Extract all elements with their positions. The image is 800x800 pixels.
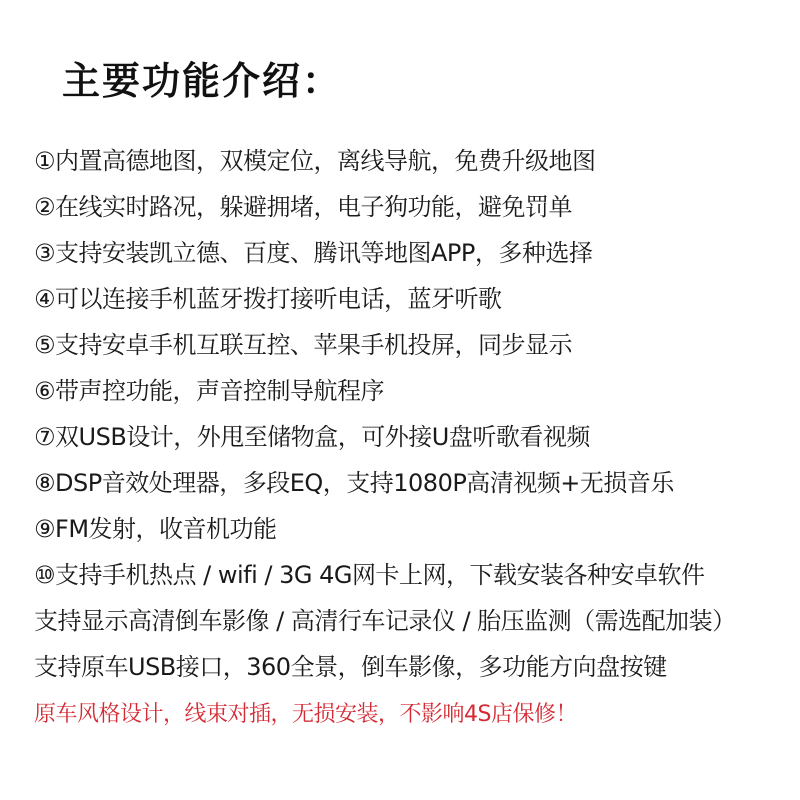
- feature-item-7: ⑦双USB设计，外甩至储物盒，可外接U盘听歌看视频: [34, 423, 590, 451]
- page-title: 主要功能介绍：: [62, 59, 343, 103]
- feature-item-10: ⑩支持手机热点 / wifi / 3G 4G网卡上网，下载安装各种安卓软件: [34, 561, 705, 589]
- feature-item-9: ⑨FM发射，收音机功能: [34, 515, 277, 543]
- feature-item-2: ②在线实时路况，躲避拥堵，电子狗功能，避免罚单: [34, 193, 573, 221]
- feature-item-original-usb: 支持原车USB接口，360全景，倒车影像，多功能方向盘按键: [34, 653, 667, 681]
- feature-item-8: ⑧DSP音效处理器，多段EQ，支持1080P高清视频+无损音乐: [34, 469, 674, 497]
- feature-list: [34, 146, 736, 698]
- feature-item-1: ①内置高德地图，双模定位，离线导航，免费升级地图: [34, 147, 596, 175]
- feature-item-4: ④可以连接手机蓝牙拨打接听电话，蓝牙听歌: [34, 285, 502, 313]
- installation-note: 原车风格设计，线束对插，无损安装，不影响4S店保修！: [34, 702, 577, 727]
- feature-item-5: ⑤支持安卓手机互联互控、苹果手机投屏，同步显示: [34, 331, 573, 359]
- feature-item-6: ⑥带声控功能，声音控制导航程序: [34, 377, 385, 405]
- feature-item-3: ③支持安装凯立德、百度、腾讯等地图APP，多种选择: [34, 239, 593, 267]
- feature-item-display-support: 支持显示高清倒车影像 / 高清行车记录仪 / 胎压监测（需选配加装）: [34, 607, 736, 635]
